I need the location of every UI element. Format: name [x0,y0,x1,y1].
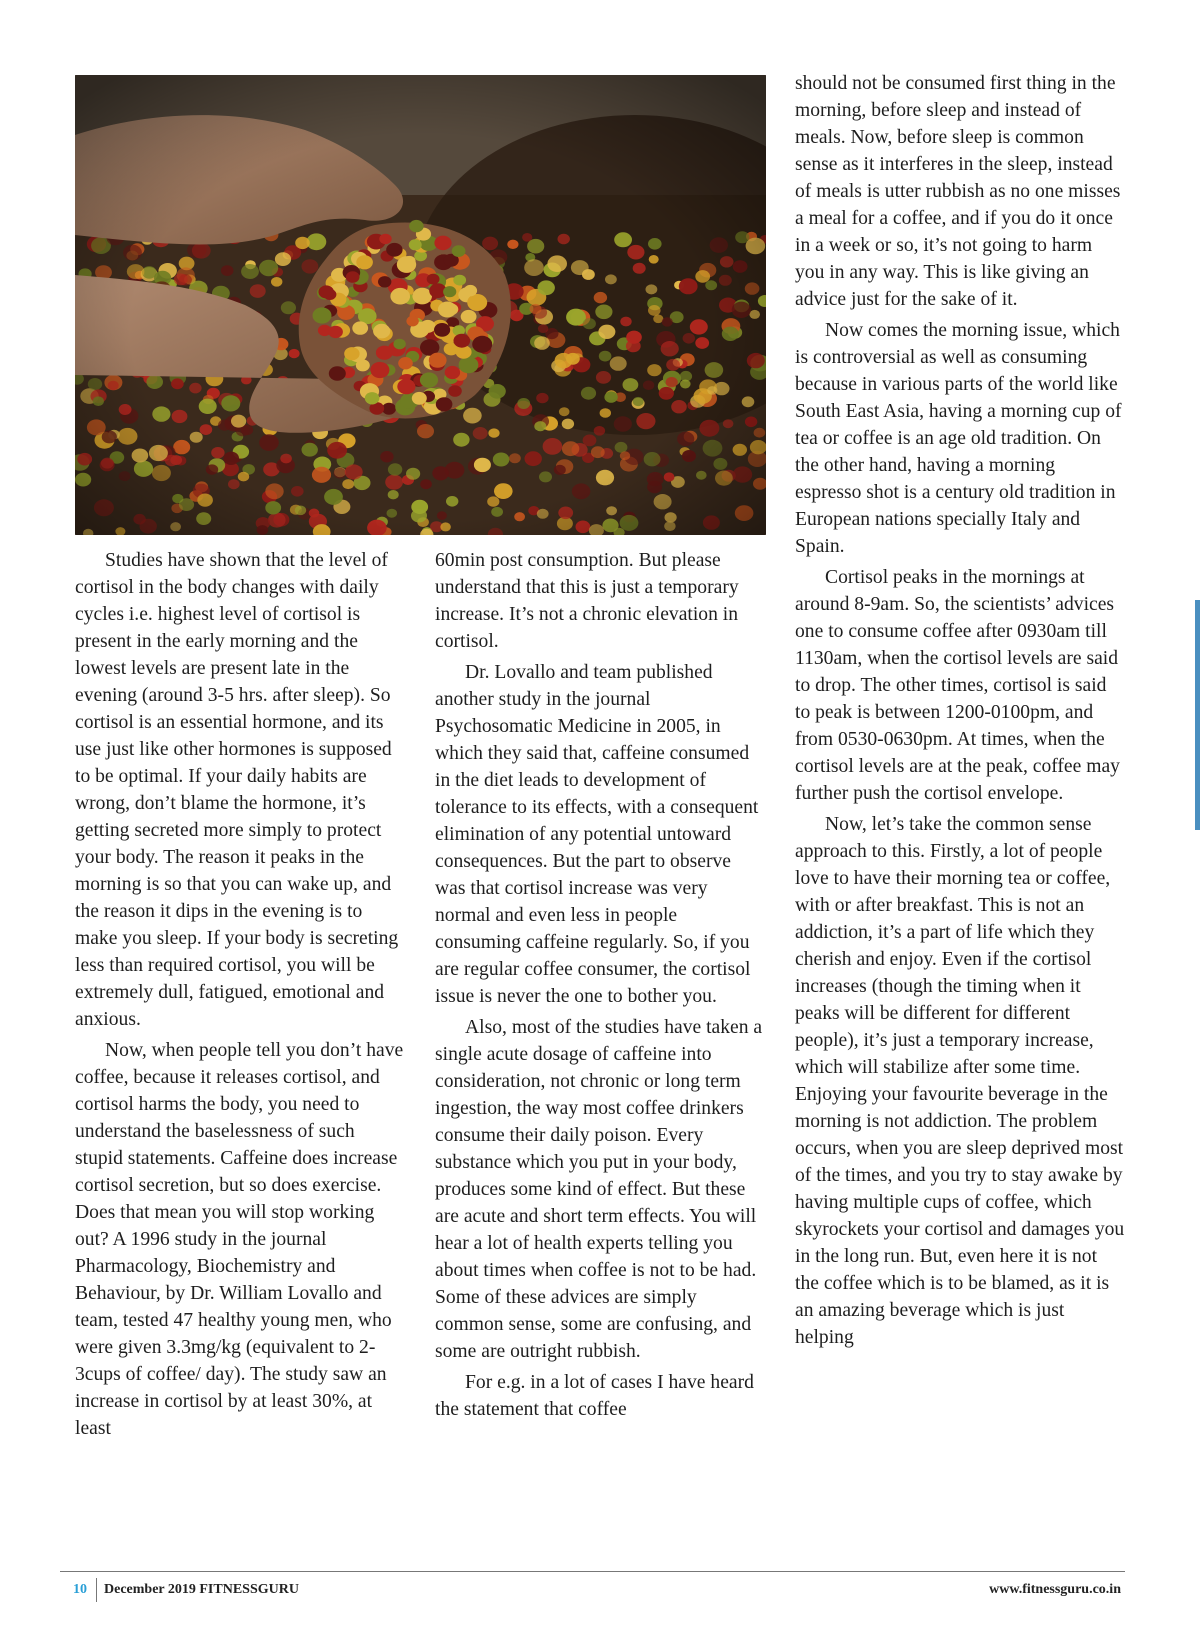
issue-label: December 2019 FITNESSGURU [104,1582,299,1597]
paragraph: Also, most of the studies have taken a single acute dosage of caffeine into consideration, not chronic or long term ingestion, the way most coffee drinkers consume their daily poison. Every substance which you put in your body, produces some kind of effect. But these are acute and short term effects. You will hear a lot of health experts telling you about times when coffee is not to be had. Some of these advices are simply common sense, some are confusing, and some are outright rubbish. [435,1017,763,1362]
page-number: 10 [73,1582,87,1597]
page-edge-tab [1195,600,1200,830]
column-1 [75,547,405,1446]
paragraph: Now, when people tell you don’t have coffee, because it releases cortisol, and cortisol harms the body, you need to understand the baselessness of such stupid statements. Caffeine does increase cortisol secretion, but so does exercise. Does that mean you will stop working out? A 1996 study in the journal Pharmacology, Biochemistry and Behaviour, by Dr. William Lovallo and team, tested 47 healthy young men, who were given 3.3mg/kg (equivalent to 2-3cups of coffee/ day). The study saw an increase in cortisol by at least 30%, at least [75,1040,404,1439]
paragraph-continued: 60min post consumption. But please understand that this is just a temporary increase. It’s not a chronic elevation in cortisol. [435,550,739,652]
column-2 [435,547,765,1427]
paragraph-continued: should not be consumed first thing in the morning, before sleep and instead of meals. Now, before sleep is common sense as it interferes in the sleep, instead of meals is utter rubbish as no one misses a meal for a coffee, and if you do it once in a week or so, it’s not going to harm you in any way. This is like giving an advice just for the sake of it. [795,73,1121,310]
paragraph: Dr. Lovallo and team published another study in the journal Psychosomatic Medicine in 2005, in which they said that, caffeine consumed in the diet leads to development of tolerance to its effects, with a consequent elimination of any potential untoward consequences. But the part to observe was that cortisol increase was very normal and even less in people consuming caffeine regularly. So, if you are regular coffee consumer, the cortisol issue is never the one to bother you. [435,662,759,1007]
footer-divider [60,1571,1125,1572]
column-3 [795,70,1125,1355]
photo-illustration [75,75,766,535]
paragraph: For e.g. in a lot of cases I have heard the statement that coffee [435,1372,754,1420]
paragraph: Cortisol peaks in the mornings at around 8-9am. So, the scientists’ advices one to consume coffee after 0930am till 1130am, when the cortisol levels are said to drop. The other times, cortisol is said to peak is between 1200-0100pm, and from 0530-0630pm. At times, when the cortisol levels are at the peak, coffee may further push the cortisol envelope. [795,567,1120,804]
website-url: www.fitnessguru.co.in [989,1582,1121,1597]
paragraph: Studies have shown that the level of cortisol in the body changes with daily cycles i.e. highest level of cortisol is present in the early morning and the lowest levels are present late in the evening (around 3-5 hrs. after sleep). So cortisol is an essential hormone, and its use just like other hormones is supposed to be optimal. If your daily habits are wrong, don’t blame the hormone, it’s getting secreted more simply to protect your body. The reason it peaks in the morning is so that you can wake up, and the reason it dips in the evening is to make you sleep. If your body is secreting less than required cortisol, you will be extremely dull, fatigued, emotional and anxious. [75,550,399,1030]
coffee-cherries-photo [75,75,766,535]
footer-separator [96,1578,97,1602]
paragraph: Now comes the morning issue, which is controversial as well as consuming because in various parts of the world like South East Asia, having a morning cup of tea or coffee is an age old tradition. On the other hand, having a morning espresso shot is a century old tradition in European nations specially Italy and Spain. [795,320,1122,557]
page-footer [60,1578,1125,1606]
paragraph: Now, let’s take the common sense approach to this. Firstly, a lot of people love to have their morning tea or coffee, with or after breakfast. This is not an addiction, it’s a part of life which they cherish and enjoy. Even if the cortisol increases (though the timing when it peaks will be different for different people), it’s just a temporary increase, which will stabilize after some time. Enjoying your favourite beverage in the morning is not addiction. The problem occurs, when you are sleep deprived most of the times, and you try to stay awake by having multiple cups of coffee, which skyrockets your cortisol and damages you in the long run. But, even here it is not the coffee which is to be blamed, as it is an amazing beverage which is just helping [795,814,1125,1348]
